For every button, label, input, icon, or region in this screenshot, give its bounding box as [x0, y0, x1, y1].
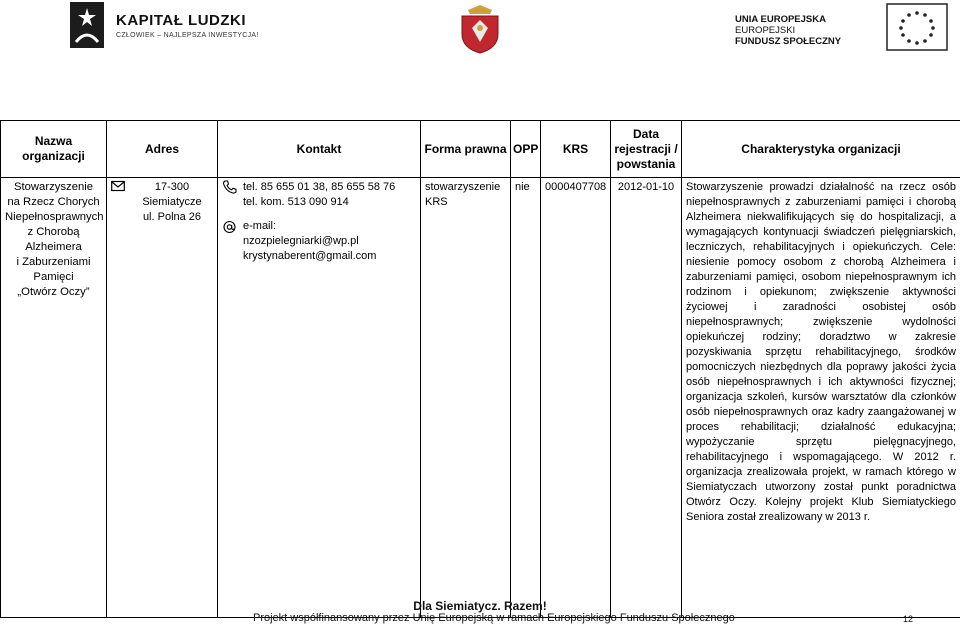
- address-line-2: ul. Polna 26: [142, 211, 202, 223]
- kapital-ludzki-logo: [70, 2, 259, 50]
- legal-form-cell: [421, 178, 511, 618]
- kapital-ludzki-emblem-icon: [70, 2, 104, 48]
- phone-line-2[interactable]: tel. kom. 513 090 914: [243, 196, 349, 208]
- eu-text: [735, 14, 841, 47]
- header-opp: OPP: [511, 121, 541, 178]
- eu-line-1: UNIA EUROPEJSKA: [735, 14, 826, 25]
- header-reg-date-line-3: powstania: [616, 156, 676, 171]
- kapital-ludzki-title: KAPITAŁ LUDZKI: [116, 12, 247, 29]
- org-name-line: Pamięci: [33, 271, 74, 283]
- org-name-cell: [1, 178, 107, 618]
- org-name-line: Stowarzyszenie: [13, 181, 94, 193]
- eu-flag-icon: [885, 2, 949, 54]
- page-header: [0, 0, 960, 60]
- envelope-icon: [111, 180, 125, 197]
- footer-slogan: Dla Siemiatycz. Razem!: [413, 599, 547, 613]
- address-cell: [107, 178, 218, 618]
- description-cell: Stowarzyszenie prowadzi działalność na rzecz osób niepełnosprawnych z zaburzeniami pamięci i chorobą Alzheimera niekwalifikujących się do hospitalizacji, a wymagających kontynuacji świadczeń pielęgniarskich, leczniczych, rehabilitacyjnych i opiekuńczych. Cele: niesienie pomocy osobom z chorobą Alzheimera i zaburzeniami pamięci, osobom niepełnosprawnym ich rodzinom i opiekunom; zwiększenie aktywności życiowej i zaradności osobistej osób niepełnosprawnych; zwiększenie wydolności opiekuńczej rodziny; doradztwo w zakresie pozyskiwania sprzętu rehabilitacyjnego, środków pomocniczych niezbędnych dla poprawy jakości życia osób niepełnosprawnych i ich aktywności fizycznej; organizacja szkoleń, kursów warsztatów dla członków osób niepełnosprawnych oraz kadry zaangażowanej w proces rehabilitacji; działalność edukacyjna; wypożyczanie sprzętu pielęgnacyjnego, rehabilitacyjnego i wspomagającego. W 2012 r. organizacja zrealizowała projekt, w ramach którego w Siemiatyczach utworzony został punkt poradnictwa Otwórz Oczy. Kolejny projekt Klub Siemiatyckiego Seniora został zrealizowany w 2013 r.: [682, 178, 960, 618]
- org-name-line: „Otwórz Oczy”: [17, 286, 90, 298]
- contact-cell: [218, 178, 421, 618]
- org-name-line: Niepełnosprawnych: [5, 211, 104, 223]
- header-contact: Kontakt: [218, 121, 421, 178]
- header-description: Charakterystyka organizacji: [682, 121, 960, 178]
- eu-line-2: EUROPEJSKI: [735, 25, 796, 36]
- krs-cell: 0000407708: [541, 178, 611, 618]
- page-number: 12: [903, 614, 914, 624]
- at-sign-icon: [222, 219, 237, 238]
- eu-logo: [735, 14, 955, 54]
- org-name-line: z Chorobą Alzheimera: [25, 226, 82, 253]
- organizations-table: [0, 120, 960, 618]
- table-row: [1, 178, 960, 618]
- opp-cell: nie: [511, 178, 541, 618]
- kapital-ludzki-subtitle: CZŁOWIEK – NAJLEPSZA INWESTYCJA!: [116, 32, 259, 39]
- org-name-line: i Zaburzeniami: [16, 256, 91, 268]
- header-reg-date-line-1: Data: [632, 126, 659, 141]
- header-krs: KRS: [541, 121, 611, 178]
- header-reg-date: [611, 121, 682, 178]
- legal-form-line-1: stowarzyszenie: [425, 181, 501, 193]
- header-address: Adres: [107, 121, 218, 178]
- eu-line-3: FUNDUSZ SPOŁECZNY: [735, 36, 842, 47]
- email-link-2[interactable]: krystynaberent@gmail.com: [243, 250, 377, 262]
- org-name-line: na Rzecz Chorych: [7, 196, 100, 208]
- header-legal-form: Forma prawna: [421, 121, 511, 178]
- phone-icon: [222, 180, 237, 199]
- email-link-1[interactable]: nzozpielegniarki@wp.pl: [243, 235, 359, 247]
- phone-line-1[interactable]: tel. 85 655 01 38, 85 655 58 76: [243, 181, 396, 193]
- address-line-1: 17-300 Siemiatycze: [142, 181, 202, 208]
- legal-form-line-2: KRS: [425, 196, 448, 208]
- header-name: Nazwa organizacji: [1, 121, 107, 178]
- header-reg-date-line-2: rejestracji /: [614, 141, 678, 156]
- reg-date-cell: 2012-01-10: [611, 178, 682, 618]
- coat-of-arms-icon: [458, 4, 502, 54]
- email-label: e-mail:: [243, 220, 277, 232]
- table-header-row: [1, 121, 960, 178]
- footer-project-line: Projekt współfinansowany przez Unię Europejską w ramach Europejskiego Funduszu Społecznego: [253, 612, 735, 624]
